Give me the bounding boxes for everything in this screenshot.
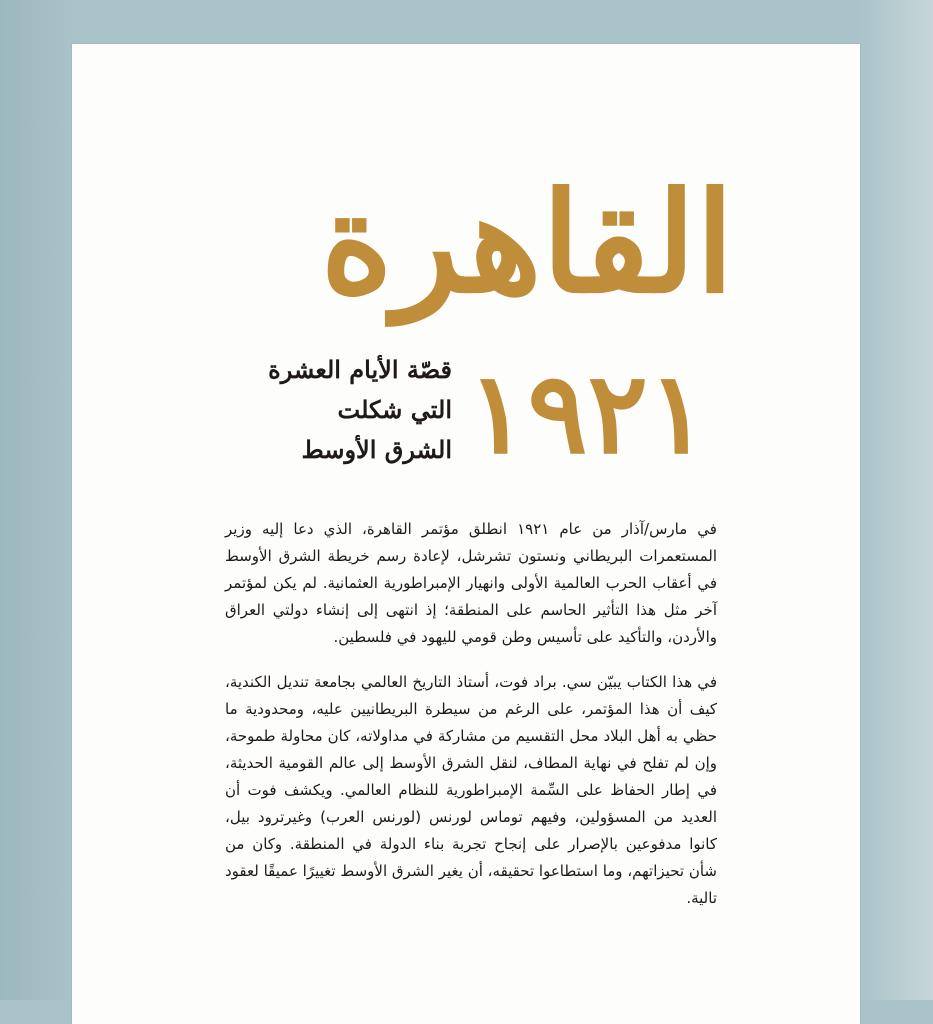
title-year: ١٩٢١	[467, 348, 708, 479]
subtitle	[262, 350, 452, 470]
subtitle-line-1: قصّة الأيام العشرة	[268, 355, 452, 384]
description-paragraph-2: في هذا الكتاب يبيّن سي. براد فوت، أستاذ التاريخ العالمي بجامعة تنديل الكندية، كيف أن هذا المؤتمر، على الرغم من سيطرة البريطانيين عليه، ومحدودية ما حظي به أهل البلاد محل التقسيم من مشاركة في مداولاته، كان محاولة طموحة، وإن لم تفلح في نهاية المطاف، لنقل الشرق الأوسط إلى عالم القومية الحديثة، في إطار الحفاظ على السِّمة الإمبراطورية للنظام العالمي. ويكشف فوت أن العديد من المسؤولين، وفيهم توماس لورنس (لورنس العرب) وغيرترود بيل، كانوا مدفوعين بالإصرار على إنجاح تجربة بناء الدولة في المنطقة. وكان من شأن تحيزاتهم، وما استطاعوا تحقيقه، أن يغير الشرق الأوسط تغييرًا عميقًا لعقود تالية.	[225, 673, 717, 907]
book-cover-panel	[72, 44, 860, 1024]
description-paragraph-1: في مارس/آذار من عام ١٩٢١ انطلق مؤتمر القاهرة، الذي دعا إليه وزير المستعمرات البريطاني ونستون تشرشل، لإعادة رسم خريطة الشرق الأوسط في أعقاب الحرب العالمية الأولى وانهيار الإمبراطورية العثمانية. لم يكن لمؤتمر آخر مثل هذا التأثير الحاسم على المنطقة؛ إذ انتهى إلى إنشاء دولتي العراق والأردن، والتأكيد على تأسيس وطن قومي لليهود في فلسطين.	[225, 520, 717, 646]
subtitle-line-2: التي شكلت	[337, 395, 452, 424]
book-description	[225, 516, 717, 912]
book-title: القاهرة	[320, 161, 734, 324]
subtitle-line-3: الشرق الأوسط	[301, 435, 452, 464]
